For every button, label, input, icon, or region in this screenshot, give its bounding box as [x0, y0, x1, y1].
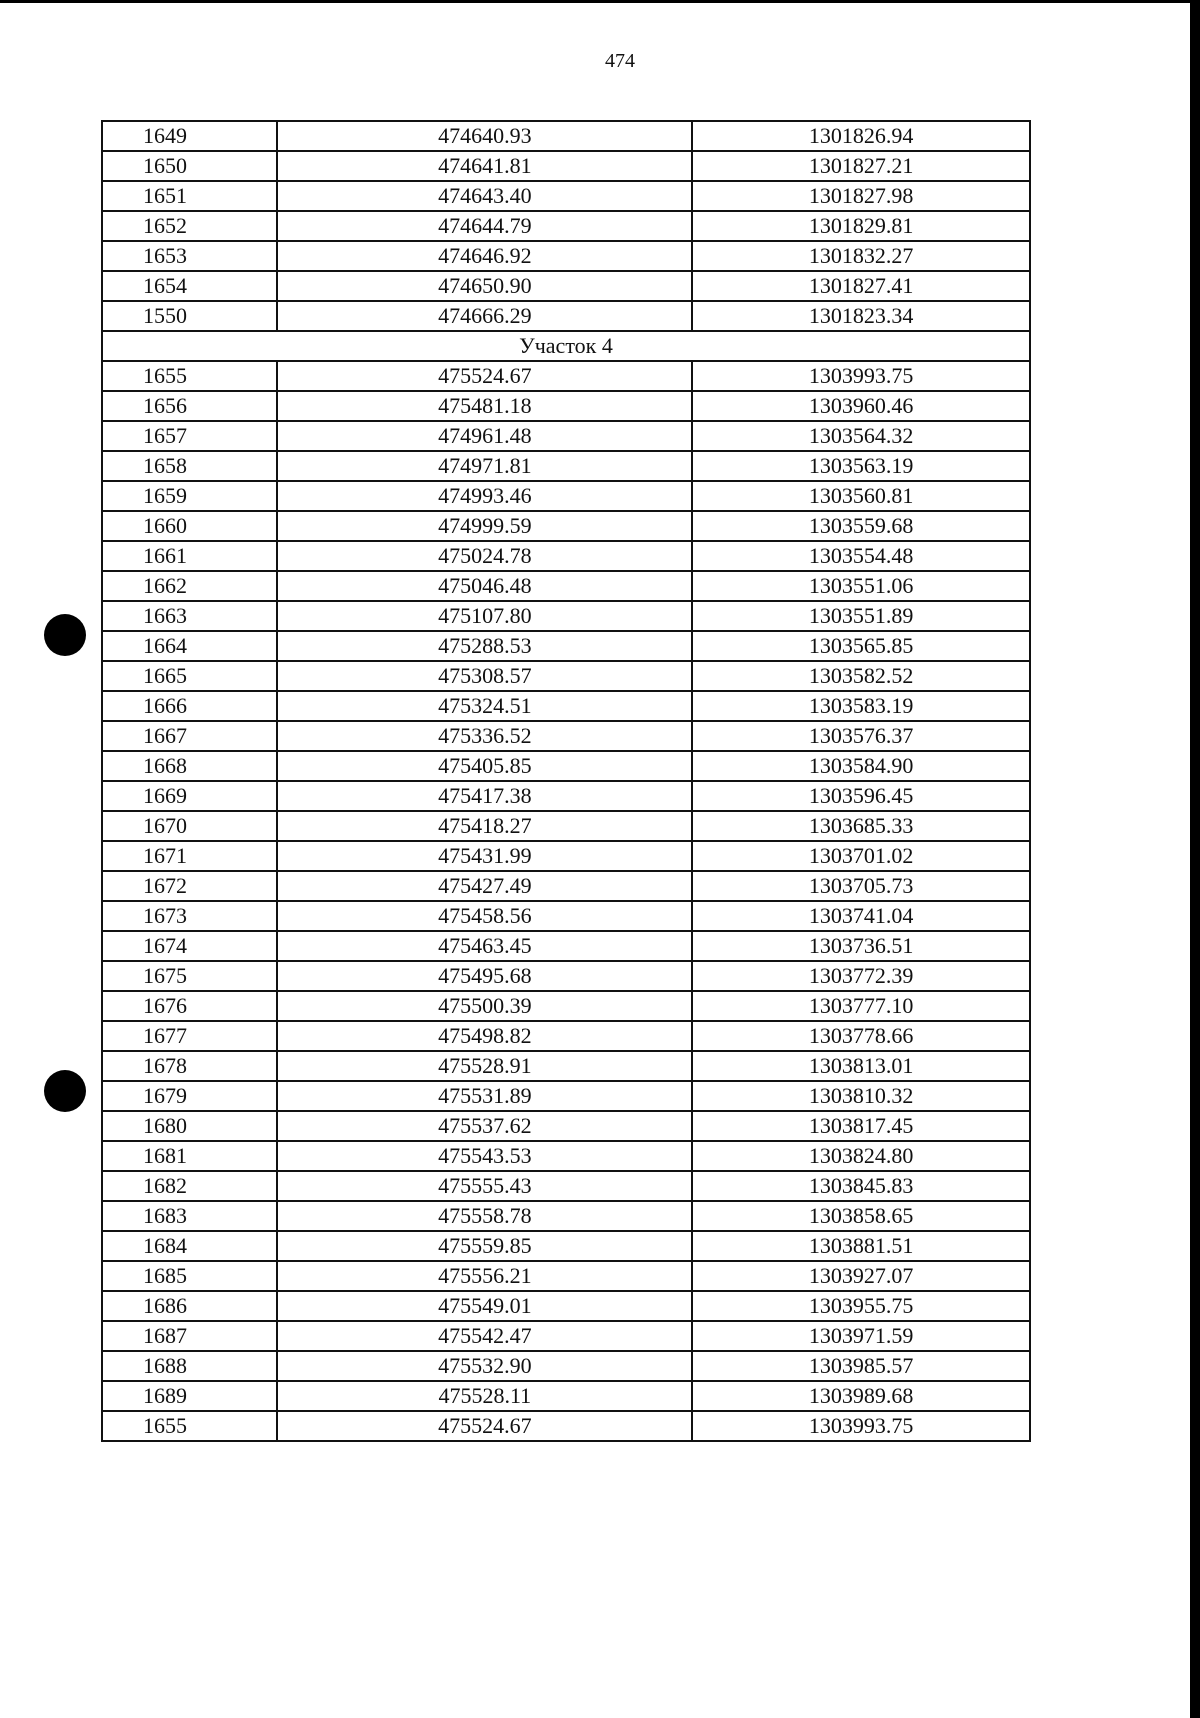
point-number-cell: 1683 [102, 1201, 277, 1231]
x-coordinate-cell: 475107.80 [277, 601, 692, 631]
x-coordinate-cell: 475288.53 [277, 631, 692, 661]
table-row [102, 211, 1030, 241]
x-coordinate-cell: 475559.85 [277, 1231, 692, 1261]
table-row [102, 121, 1030, 151]
point-number-cell: 1650 [102, 151, 277, 181]
table-row [102, 271, 1030, 301]
point-number-cell: 1666 [102, 691, 277, 721]
x-coordinate-cell: 474650.90 [277, 271, 692, 301]
point-number-cell: 1657 [102, 421, 277, 451]
table-row [102, 361, 1030, 391]
table-row [102, 1171, 1030, 1201]
scan-edge-top [0, 0, 1200, 3]
table-row [102, 1411, 1030, 1441]
table-row [102, 601, 1030, 631]
punch-hole-mark [44, 614, 86, 656]
y-coordinate-cell: 1303813.01 [692, 1051, 1030, 1081]
y-coordinate-cell: 1301827.41 [692, 271, 1030, 301]
point-number-cell: 1673 [102, 901, 277, 931]
table-row [102, 661, 1030, 691]
table-row [102, 961, 1030, 991]
table-row [102, 721, 1030, 751]
table-row [102, 1231, 1030, 1261]
y-coordinate-cell: 1303596.45 [692, 781, 1030, 811]
x-coordinate-cell: 475531.89 [277, 1081, 692, 1111]
point-number-cell: 1672 [102, 871, 277, 901]
y-coordinate-cell: 1303564.32 [692, 421, 1030, 451]
x-coordinate-cell: 475417.38 [277, 781, 692, 811]
y-coordinate-cell: 1303560.81 [692, 481, 1030, 511]
x-coordinate-cell: 475308.57 [277, 661, 692, 691]
y-coordinate-cell: 1303559.68 [692, 511, 1030, 541]
y-coordinate-cell: 1301827.21 [692, 151, 1030, 181]
table-row [102, 931, 1030, 961]
point-number-cell: 1676 [102, 991, 277, 1021]
y-coordinate-cell: 1303705.73 [692, 871, 1030, 901]
section-title: Участок 4 [102, 331, 1030, 361]
y-coordinate-cell: 1303858.65 [692, 1201, 1030, 1231]
x-coordinate-cell: 475542.47 [277, 1321, 692, 1351]
y-coordinate-cell: 1303576.37 [692, 721, 1030, 751]
point-number-cell: 1682 [102, 1171, 277, 1201]
point-number-cell: 1680 [102, 1111, 277, 1141]
point-number-cell: 1688 [102, 1351, 277, 1381]
y-coordinate-cell: 1303583.19 [692, 691, 1030, 721]
table-row [102, 1381, 1030, 1411]
point-number-cell: 1649 [102, 121, 277, 151]
y-coordinate-cell: 1303565.85 [692, 631, 1030, 661]
y-coordinate-cell: 1303927.07 [692, 1261, 1030, 1291]
table-row [102, 301, 1030, 331]
x-coordinate-cell: 474641.81 [277, 151, 692, 181]
y-coordinate-cell: 1303551.06 [692, 571, 1030, 601]
y-coordinate-cell: 1303741.04 [692, 901, 1030, 931]
x-coordinate-cell: 474971.81 [277, 451, 692, 481]
table-row [102, 451, 1030, 481]
table-row [102, 781, 1030, 811]
y-coordinate-cell: 1303971.59 [692, 1321, 1030, 1351]
x-coordinate-cell: 474666.29 [277, 301, 692, 331]
y-coordinate-cell: 1303817.45 [692, 1111, 1030, 1141]
x-coordinate-cell: 475558.78 [277, 1201, 692, 1231]
y-coordinate-cell: 1303985.57 [692, 1351, 1030, 1381]
point-number-cell: 1687 [102, 1321, 277, 1351]
y-coordinate-cell: 1303551.89 [692, 601, 1030, 631]
point-number-cell: 1689 [102, 1381, 277, 1411]
point-number-cell: 1658 [102, 451, 277, 481]
y-coordinate-cell: 1303845.83 [692, 1171, 1030, 1201]
table-row [102, 901, 1030, 931]
y-coordinate-cell: 1303778.66 [692, 1021, 1030, 1051]
x-coordinate-cell: 475405.85 [277, 751, 692, 781]
table-row [102, 871, 1030, 901]
y-coordinate-cell: 1303993.75 [692, 1411, 1030, 1441]
table-row [102, 391, 1030, 421]
point-number-cell: 1656 [102, 391, 277, 421]
x-coordinate-cell: 474961.48 [277, 421, 692, 451]
point-number-cell: 1655 [102, 361, 277, 391]
x-coordinate-cell: 475528.11 [277, 1381, 692, 1411]
point-number-cell: 1677 [102, 1021, 277, 1051]
point-number-cell: 1679 [102, 1081, 277, 1111]
table-row [102, 1141, 1030, 1171]
table-row [102, 841, 1030, 871]
y-coordinate-cell: 1301823.34 [692, 301, 1030, 331]
x-coordinate-cell: 475524.67 [277, 1411, 692, 1441]
y-coordinate-cell: 1303824.80 [692, 1141, 1030, 1171]
point-number-cell: 1667 [102, 721, 277, 751]
table-row [102, 511, 1030, 541]
table-row [102, 1201, 1030, 1231]
point-number-cell: 1652 [102, 211, 277, 241]
y-coordinate-cell: 1301827.98 [692, 181, 1030, 211]
y-coordinate-cell: 1303582.52 [692, 661, 1030, 691]
table-row [102, 1351, 1030, 1381]
table-row [102, 1321, 1030, 1351]
point-number-cell: 1685 [102, 1261, 277, 1291]
x-coordinate-cell: 475324.51 [277, 691, 692, 721]
x-coordinate-cell: 474644.79 [277, 211, 692, 241]
point-number-cell: 1661 [102, 541, 277, 571]
table-row [102, 991, 1030, 1021]
x-coordinate-cell: 475495.68 [277, 961, 692, 991]
table-row [102, 1081, 1030, 1111]
table-row [102, 241, 1030, 271]
x-coordinate-cell: 475463.45 [277, 931, 692, 961]
table-row [102, 811, 1030, 841]
point-number-cell: 1663 [102, 601, 277, 631]
point-number-cell: 1660 [102, 511, 277, 541]
x-coordinate-cell: 475498.82 [277, 1021, 692, 1051]
point-number-cell: 1669 [102, 781, 277, 811]
table-row [102, 181, 1030, 211]
x-coordinate-cell: 474646.92 [277, 241, 692, 271]
coordinates-table-body [102, 121, 1030, 1441]
x-coordinate-cell: 475427.49 [277, 871, 692, 901]
point-number-cell: 1662 [102, 571, 277, 601]
x-coordinate-cell: 474993.46 [277, 481, 692, 511]
x-coordinate-cell: 475537.62 [277, 1111, 692, 1141]
x-coordinate-cell: 475458.56 [277, 901, 692, 931]
y-coordinate-cell: 1303736.51 [692, 931, 1030, 961]
y-coordinate-cell: 1301826.94 [692, 121, 1030, 151]
point-number-cell: 1668 [102, 751, 277, 781]
table-row [102, 481, 1030, 511]
y-coordinate-cell: 1303993.75 [692, 361, 1030, 391]
table-row [102, 751, 1030, 781]
x-coordinate-cell: 475532.90 [277, 1351, 692, 1381]
point-number-cell: 1686 [102, 1291, 277, 1321]
point-number-cell: 1678 [102, 1051, 277, 1081]
x-coordinate-cell: 475024.78 [277, 541, 692, 571]
y-coordinate-cell: 1303772.39 [692, 961, 1030, 991]
y-coordinate-cell: 1303777.10 [692, 991, 1030, 1021]
x-coordinate-cell: 474640.93 [277, 121, 692, 151]
point-number-cell: 1651 [102, 181, 277, 211]
y-coordinate-cell: 1303554.48 [692, 541, 1030, 571]
x-coordinate-cell: 475528.91 [277, 1051, 692, 1081]
y-coordinate-cell: 1301832.27 [692, 241, 1030, 271]
table-row [102, 571, 1030, 601]
coordinates-table [101, 120, 1031, 1442]
x-coordinate-cell: 475431.99 [277, 841, 692, 871]
x-coordinate-cell: 475336.52 [277, 721, 692, 751]
point-number-cell: 1654 [102, 271, 277, 301]
point-number-cell: 1670 [102, 811, 277, 841]
y-coordinate-cell: 1303701.02 [692, 841, 1030, 871]
table-row [102, 1111, 1030, 1141]
point-number-cell: 1675 [102, 961, 277, 991]
punch-hole-mark [44, 1070, 86, 1112]
table-row [102, 1291, 1030, 1321]
table-row [102, 631, 1030, 661]
x-coordinate-cell: 475556.21 [277, 1261, 692, 1291]
x-coordinate-cell: 475418.27 [277, 811, 692, 841]
x-coordinate-cell: 475555.43 [277, 1171, 692, 1201]
y-coordinate-cell: 1303584.90 [692, 751, 1030, 781]
point-number-cell: 1681 [102, 1141, 277, 1171]
x-coordinate-cell: 474999.59 [277, 511, 692, 541]
y-coordinate-cell: 1303810.32 [692, 1081, 1030, 1111]
point-number-cell: 1550 [102, 301, 277, 331]
x-coordinate-cell: 474643.40 [277, 181, 692, 211]
scan-edge-right [1190, 0, 1200, 1718]
point-number-cell: 1665 [102, 661, 277, 691]
table-row [102, 691, 1030, 721]
y-coordinate-cell: 1303960.46 [692, 391, 1030, 421]
y-coordinate-cell: 1303881.51 [692, 1231, 1030, 1261]
point-number-cell: 1653 [102, 241, 277, 271]
table-row [102, 541, 1030, 571]
point-number-cell: 1664 [102, 631, 277, 661]
x-coordinate-cell: 475481.18 [277, 391, 692, 421]
point-number-cell: 1659 [102, 481, 277, 511]
table-row [102, 421, 1030, 451]
y-coordinate-cell: 1303685.33 [692, 811, 1030, 841]
point-number-cell: 1684 [102, 1231, 277, 1261]
x-coordinate-cell: 475549.01 [277, 1291, 692, 1321]
x-coordinate-cell: 475046.48 [277, 571, 692, 601]
table-row [102, 1021, 1030, 1051]
y-coordinate-cell: 1303989.68 [692, 1381, 1030, 1411]
y-coordinate-cell: 1301829.81 [692, 211, 1030, 241]
table-row [102, 1051, 1030, 1081]
x-coordinate-cell: 475500.39 [277, 991, 692, 1021]
x-coordinate-cell: 475524.67 [277, 361, 692, 391]
point-number-cell: 1671 [102, 841, 277, 871]
x-coordinate-cell: 475543.53 [277, 1141, 692, 1171]
table-row [102, 151, 1030, 181]
section-header-row [102, 331, 1030, 361]
table-row [102, 1261, 1030, 1291]
y-coordinate-cell: 1303955.75 [692, 1291, 1030, 1321]
page-number: 474 [605, 50, 635, 72]
y-coordinate-cell: 1303563.19 [692, 451, 1030, 481]
point-number-cell: 1655 [102, 1411, 277, 1441]
point-number-cell: 1674 [102, 931, 277, 961]
